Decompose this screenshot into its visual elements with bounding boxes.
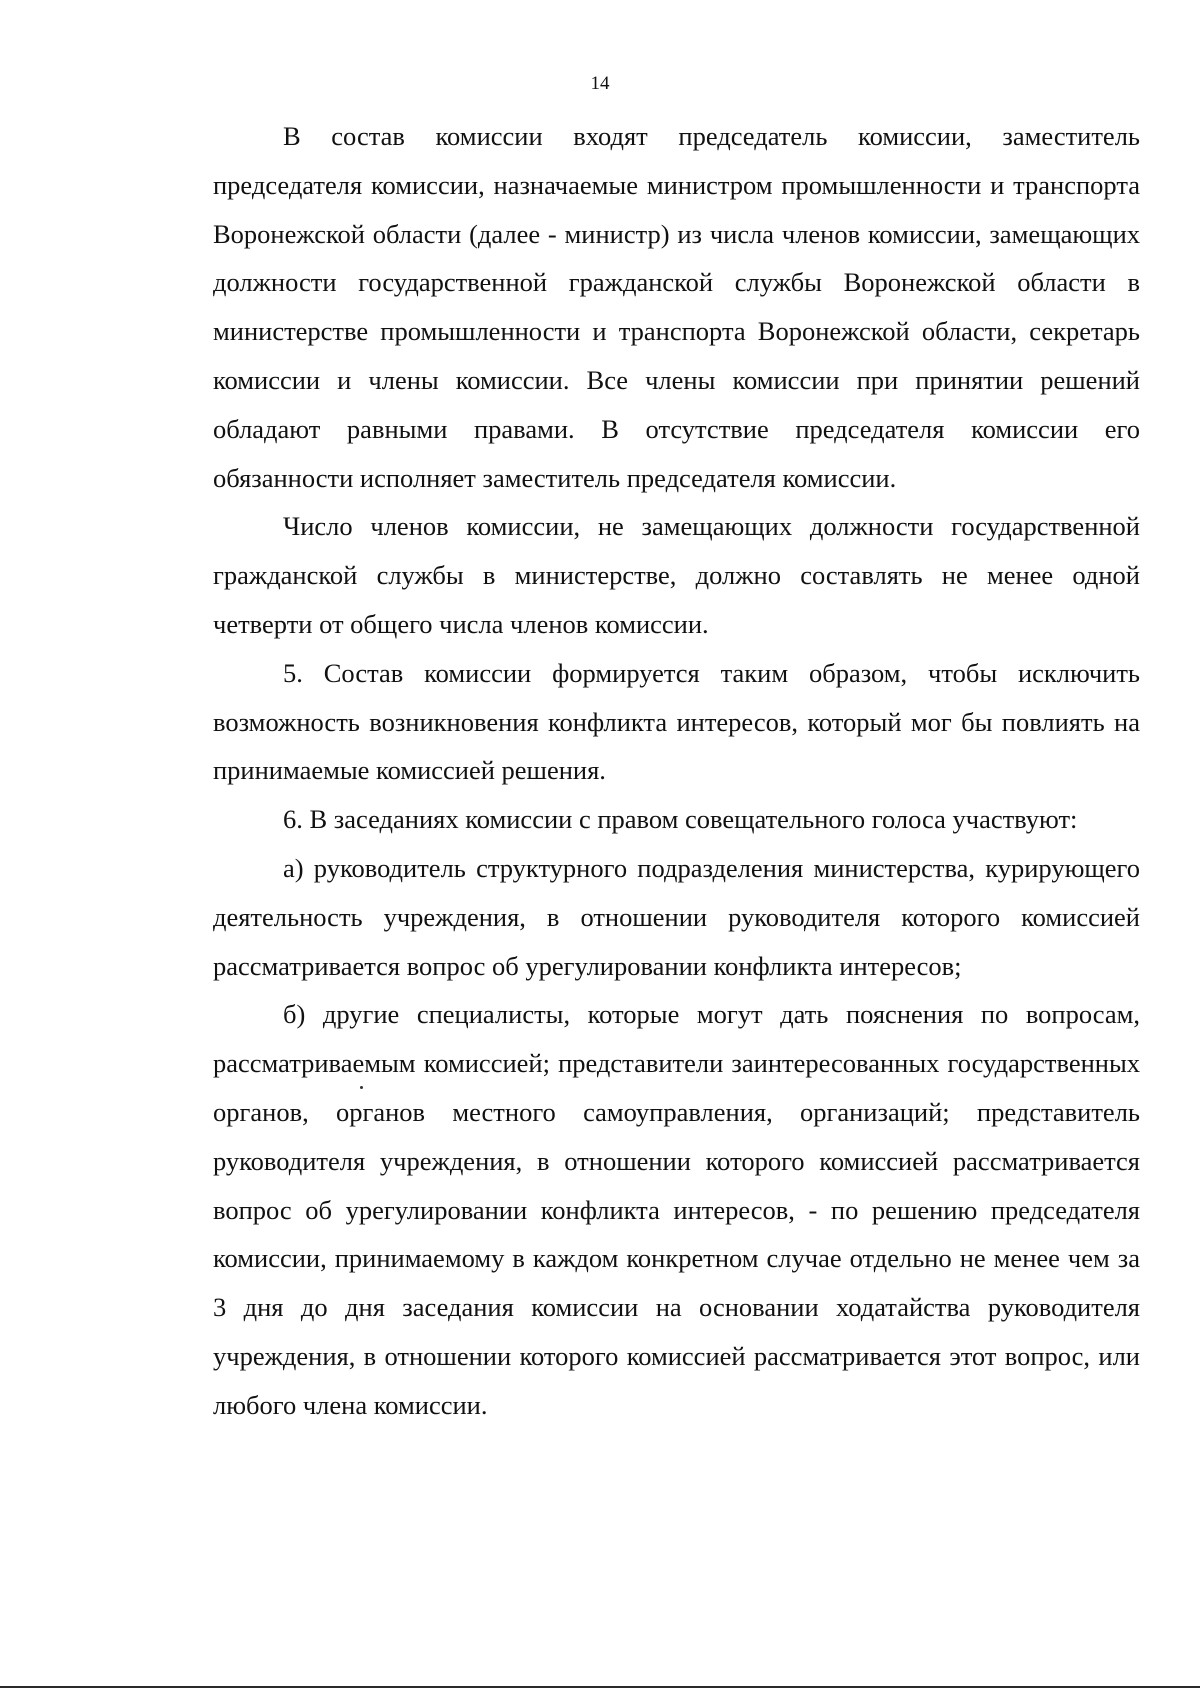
paragraph-item-6a: а) руководитель структурного подразделения министерства, курирующего деятельность учреждения, в отношении руководителя которого комиссией рассматривается вопрос об урегулировании конфликта интересов; <box>213 852 1140 981</box>
paragraph-commission-composition: В состав комиссии входят председатель комиссии, заместитель председателя комиссии, назначаемые министром промышленности и транспорта Воронежской области (далее - министр) из числа членов комиссии, замещающих должности государственной гражданской службы Воронежской области в министерстве промышленности и транспорта Воронежской области, секретарь комиссии и члены комиссии. Все члены комиссии при принятии решений обладают равными правами. В отсутствие председателя комиссии его обязанности исполняет заместитель председателя комиссии. <box>213 121 1140 493</box>
page-number: 14 <box>590 73 610 94</box>
scan-bottom-edge <box>0 1686 1200 1688</box>
scan-speck <box>360 1086 363 1089</box>
document-body <box>213 112 1140 1430</box>
paragraph-non-civil-members: Число членов комиссии, не замещающих должности государственной гражданской службы в министерстве, должно составлять не менее одной четверти от общего числа членов комиссии. <box>213 511 1140 639</box>
paragraph-item-6b: б) другие специалисты, которые могут дать пояснения по вопросам, рассматриваемым комиссией; представители заинтересованных государственных органов, органов местного самоуправления, организаций; представитель руководителя учреждения, в отношении которого комиссией рассматривается вопрос об урегулировании конфликта интересов, - по решению председателя комиссии, принимаемому в каждом конкретном случае отдельно не менее чем за 3 дня до дня заседания комиссии на основании ходатайства руководителя учреждения, в отношении которого комиссией рассматривается этот вопрос, или любого члена комиссии. <box>213 999 1140 1420</box>
paragraph-item-5: 5. Состав комиссии формируется таким образом, чтобы исключить возможность возникновения конфликта интересов, который мог бы повлиять на принимаемые комиссией решения. <box>213 657 1140 786</box>
paragraph-item-6: 6. В заседаниях комиссии с правом совещательного голоса участвуют: <box>283 804 1078 835</box>
